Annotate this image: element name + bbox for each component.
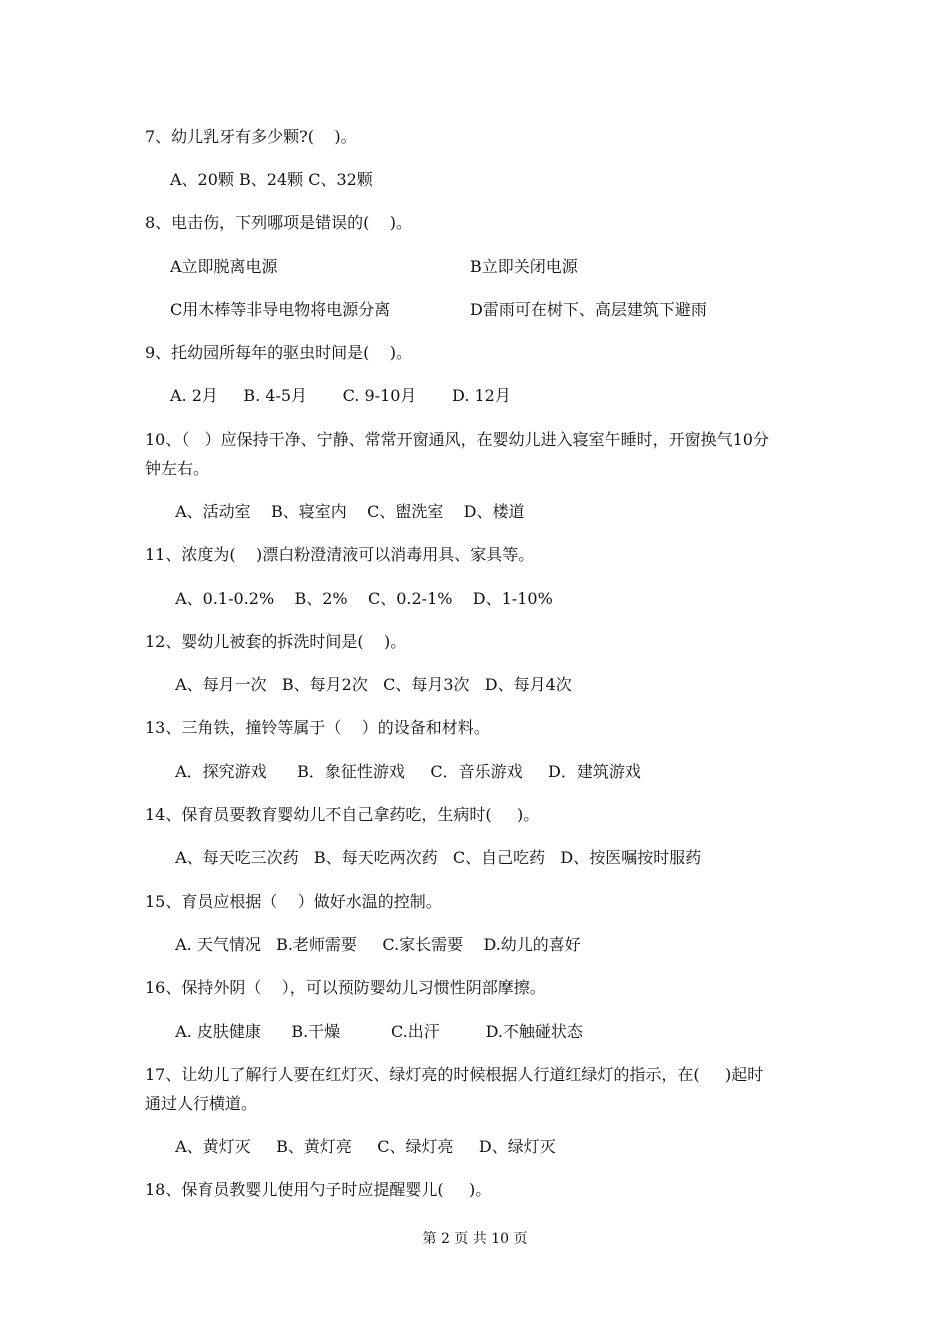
question-17: 17、让幼儿了解行人要在红灯灭、绿灯亮的时候根据人行道红绿灯的指示，在( )起时 bbox=[145, 1065, 764, 1084]
question-14: 14、保育员要教育婴幼儿不自己拿药吃，生病时( )。 bbox=[145, 805, 540, 824]
question-10: 10、（ ）应保持干净、宁静、常常开窗通风，在婴幼儿进入寝室午睡时，开窗换气10分 bbox=[145, 430, 769, 449]
question-15: 15、育员应根据（ ）做好水温的控制。 bbox=[145, 892, 442, 911]
option-8c: C用木棒等非导电物将电源分离 bbox=[170, 300, 391, 319]
option-8a: A立即脱离电源 bbox=[170, 257, 278, 276]
question-7: 7、幼儿乳牙有多少颗?( )。 bbox=[145, 127, 357, 146]
options-10: A、活动室 B、寝室内 C、盥洗室 D、楼道 bbox=[170, 502, 525, 521]
options-12: A、每月一次 B、每月2次 C、每月3次 D、每月4次 bbox=[170, 675, 572, 694]
options-9: A. 2月 B. 4-5月 C. 9-10月 D. 12月 bbox=[170, 386, 511, 405]
question-10-cont: 钟左右。 bbox=[145, 459, 210, 478]
question-18: 18、保育员教婴儿使用勺子时应提醒婴儿( )。 bbox=[145, 1180, 492, 1199]
question-9: 9、托幼园所每年的驱虫时间是( )。 bbox=[145, 343, 413, 362]
question-11: 11、浓度为( )漂白粉澄清液可以消毒用具、家具等。 bbox=[145, 545, 535, 564]
option-8d: D雷雨可在树下、高层建筑下避雨 bbox=[470, 300, 707, 319]
question-13: 13、三角铁，撞铃等属于（ ）的设备和材料。 bbox=[145, 718, 490, 737]
option-8b: B立即关闭电源 bbox=[470, 257, 578, 276]
options-13: A．探究游戏 B．象征性游戏 C．音乐游戏 D．建筑游戏 bbox=[170, 762, 641, 781]
options-7: A、20颗 B、24颗 C、32颗 bbox=[170, 170, 373, 189]
question-8: 8、电击伤，下列哪项是错误的( )。 bbox=[145, 213, 413, 232]
options-16: A. 皮肤健康 B.干燥 C.出汗 D.不触碰状态 bbox=[170, 1022, 583, 1041]
page-number-footer: 第 2 页 共 10 页 bbox=[422, 1231, 528, 1247]
options-17: A、黄灯灭 B、黄灯亮 C、绿灯亮 D、绿灯灭 bbox=[170, 1137, 556, 1156]
options-11: A、0.1-0.2% B、2% C、0.2-1% D、1-10% bbox=[170, 589, 553, 608]
options-15: A. 天气情况 B.老师需要 C.家长需要 D.幼儿的喜好 bbox=[170, 935, 581, 954]
question-17-cont: 通过人行横道。 bbox=[145, 1094, 258, 1113]
options-14: A、每天吃三次药 B、每天吃两次药 C、自己吃药 D、按医嘱按时服药 bbox=[170, 848, 702, 867]
question-12: 12、婴幼儿被套的拆洗时间是( )。 bbox=[145, 632, 407, 651]
question-16: 16、保持外阴（ ），可以预防婴幼儿习惯性阴部摩擦。 bbox=[145, 978, 546, 997]
